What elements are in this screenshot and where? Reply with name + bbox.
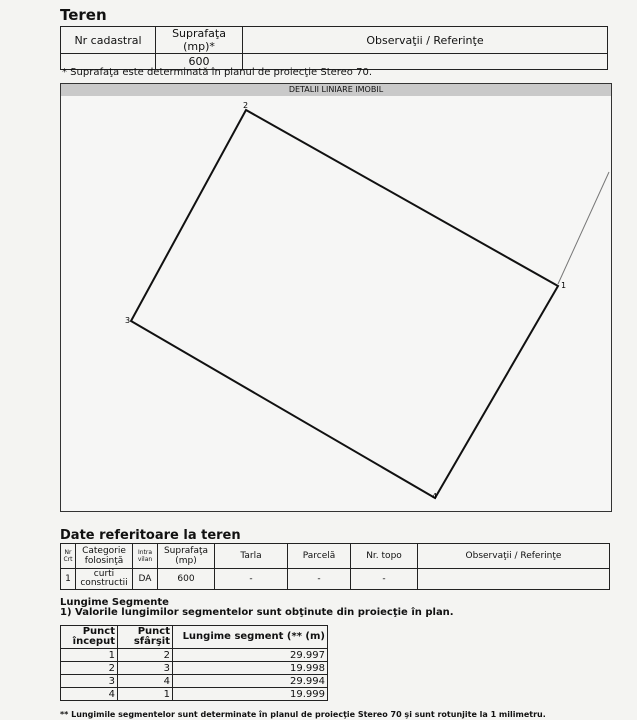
segmente-footnote: ** Lungimile segmentelor sunt determinate în planul de proiecţie Stereo 70 şi sunt rotunjite la 1 milimetru. xyxy=(60,710,546,719)
table-row xyxy=(61,688,328,701)
header-parcela: Parcelă xyxy=(288,544,351,569)
cell-suprafata: 600 xyxy=(156,54,243,70)
table-row xyxy=(61,675,328,688)
cell-start: 1 xyxy=(61,649,118,662)
table-row xyxy=(61,662,328,675)
header-tarla: Tarla xyxy=(215,544,288,569)
segmente-title: Lungime Segmente xyxy=(60,597,169,608)
plan-box xyxy=(60,83,612,512)
cell-intravilan: DA xyxy=(133,569,158,590)
segmente-table xyxy=(60,625,328,701)
cell-length: 29.997 xyxy=(173,649,328,662)
parcel-polygon xyxy=(131,110,558,498)
header-nr-topo: Nr. topo xyxy=(351,544,418,569)
cell-suprafata: 600 xyxy=(158,569,215,590)
header-punct-inceput: Punct început xyxy=(61,626,118,649)
point-label-4: 4 xyxy=(432,492,438,501)
header-intravilan: Intra vilan xyxy=(133,544,158,569)
cell-start: 2 xyxy=(61,662,118,675)
teren-title: Teren xyxy=(60,6,107,24)
cell-end: 3 xyxy=(118,662,173,675)
cell-observatii xyxy=(418,569,610,590)
plan-drawing xyxy=(61,84,611,511)
cell-length: 19.999 xyxy=(173,688,328,701)
header-lungime: Lungime segment (** (m) xyxy=(173,626,328,649)
header-nr-crt: Nr Crt xyxy=(61,544,76,569)
teren-note: * Suprafaţa este determinată în planul de proiecţie Stereo 70. xyxy=(62,67,373,78)
cell-nr-topo: - xyxy=(351,569,418,590)
header-punct-sfarsit: Punct sfârşit xyxy=(118,626,173,649)
teren-table xyxy=(60,26,608,70)
cell-tarla: - xyxy=(215,569,288,590)
header-suprafata: Suprafaţa (mp) xyxy=(158,544,215,569)
header-nr-cadastral: Nr cadastral xyxy=(61,27,156,54)
cell-length: 19.998 xyxy=(173,662,328,675)
plan-title: DETALII LINIARE IMOBIL xyxy=(61,84,611,96)
cell-end: 4 xyxy=(118,675,173,688)
header-categorie: Categorie folosinţă xyxy=(76,544,133,569)
header-suprafata: Suprafaţa (mp)* xyxy=(156,27,243,54)
neighbor-line xyxy=(558,172,609,284)
date-teren-title: Date referitoare la teren xyxy=(60,528,241,543)
cell-length: 29.994 xyxy=(173,675,328,688)
point-label-3: 3 xyxy=(125,316,131,325)
point-label-2: 2 xyxy=(243,101,249,110)
cell-parcela: - xyxy=(288,569,351,590)
table-row xyxy=(61,649,328,662)
cell-start: 4 xyxy=(61,688,118,701)
cell-end: 1 xyxy=(118,688,173,701)
header-observatii: Observaţii / Referinţe xyxy=(418,544,610,569)
date-teren-table xyxy=(60,543,610,590)
cell-start: 3 xyxy=(61,675,118,688)
segmente-subtitle: 1) Valorile lungimilor segmentelor sunt obţinute din proiecţie în plan. xyxy=(60,607,454,618)
cell-categorie: curti constructii xyxy=(76,569,133,590)
cell-nr-crt: 1 xyxy=(61,569,76,590)
cell-end: 2 xyxy=(118,649,173,662)
point-label-1: 1 xyxy=(561,281,567,290)
header-observatii: Observaţii / Referinţe xyxy=(243,27,608,54)
